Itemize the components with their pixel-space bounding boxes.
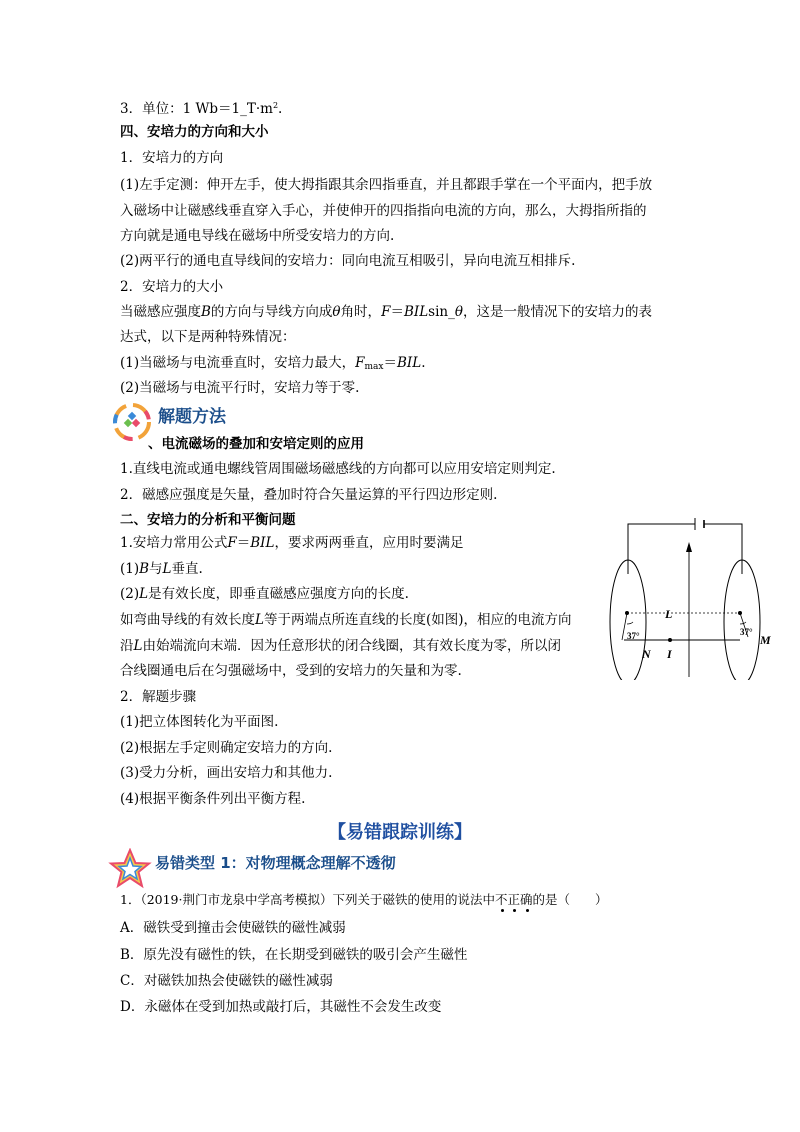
- step-4: (4)根据平衡条件列出平衡方程.: [120, 791, 306, 807]
- special-case-2: (2)当磁场与电流平行时，安培力等于零.: [120, 380, 360, 396]
- effective-length-line-1: 如弯曲导线的有效长度L等于两端点所连直线的长度(如图)，相应的电流方向: [120, 612, 572, 628]
- step-1: (1)把立体图转化为平面图.: [120, 714, 279, 730]
- star-icon: [108, 848, 152, 890]
- label-N: N: [642, 647, 651, 661]
- method-title: 解题方法: [158, 407, 226, 427]
- steps-heading: 2．解题步骤: [120, 689, 197, 705]
- method-heading-1: 、电流磁场的叠加和安培定则的应用: [148, 436, 364, 452]
- angle-label-right: 37°: [740, 627, 753, 637]
- section-4-heading: 四、安培力的方向和大小: [120, 124, 269, 140]
- angle-label-left: 37°: [627, 631, 640, 641]
- method-badge-icon: [112, 402, 152, 442]
- special-case-1: (1)当磁场与电流垂直时，安培力最大，$F_{max}=BIL$.: [120, 355, 426, 372]
- step-3: (3)受力分析，画出安培力和其他力.: [120, 765, 333, 781]
- method-line-1: 1.直线电流或通电螺线管周围磁场磁感线的方向都可以应用安培定则判定.: [120, 461, 556, 477]
- label-M: M: [760, 633, 771, 647]
- option-b: B．原先没有磁性的铁，在长期受到磁铁的吸引会产生磁性: [120, 947, 468, 963]
- condition-2: (2)L是有效长度，即垂直磁感应强度方向的长度.: [120, 586, 409, 602]
- formula-line-1: 当磁感应强度B的方向与导线方向成θ角时，F＝BILsin_θ，这是一般情况下的安培力的表: [120, 304, 652, 320]
- formula-line-2: 达式，以下是两种特殊情况：: [120, 329, 296, 345]
- option-d: D．永磁体在受到加热或敲打后，其磁性不会发生改变: [120, 999, 442, 1015]
- option-c: C．对磁铁加热会使磁铁的磁性减弱: [120, 973, 333, 989]
- effective-length-line-3: 合线圈通电后在匀强磁场中，受到的安培力的矢量和为零.: [120, 663, 462, 679]
- subheading-magnitude: 2．安培力的大小: [120, 279, 224, 295]
- unit-line: 3．单位：1 $Wb=1\_T\cdot m^2$.: [120, 101, 283, 117]
- step-2: (2)根据左手定则确定安培力的方向.: [120, 740, 333, 756]
- parallel-wires-line: (2)两平行的通电直导线间的安培力：同向电流互相吸引，异向电流互相排斥.: [120, 253, 576, 269]
- left-ring: [610, 560, 646, 680]
- left-hand-rule-line-3: 方向就是通电导线在磁场中所受安培力的方向.: [120, 228, 395, 244]
- label-L: L: [665, 607, 673, 621]
- left-hand-rule-line-2: 入磁场中让磁感线垂直穿入手心，并使伸开的四指指向电流的方向，那么，大拇指所指的: [120, 203, 647, 219]
- method-heading-2: 二、安培力的分析和平衡问题: [120, 512, 296, 528]
- subheading-direction: 1．安培力的方向: [120, 150, 224, 166]
- option-a: A．磁铁受到撞击会使磁铁的磁性减弱: [120, 920, 346, 936]
- question-1: 1．（2019·荆门市龙泉中学高考模拟）下列关于磁铁的使用的说法中不正确的是（ ）: [120, 892, 608, 907]
- label-I: I: [667, 647, 672, 661]
- condition-1: (1)B与L垂直.: [120, 561, 203, 577]
- error-type-title: 易错类型 1：对物理概念理解不透彻: [155, 854, 396, 872]
- practice-banner: 【易错跟踪训练】: [328, 822, 472, 843]
- rails-figure: [600, 512, 780, 680]
- axis-arrow-icon: [686, 542, 692, 552]
- ampere-formula-line: 1.安培力常用公式F＝BIL，要求两两垂直，应用时要满足: [120, 535, 464, 551]
- method-line-2: 2．磁感应强度是矢量，叠加时符合矢量运算的平行四边形定则.: [120, 487, 498, 503]
- effective-length-line-2: 沿L由始端流向末端．因为任意形状的闭合线圈，其有效长度为零，所以闭: [120, 638, 561, 654]
- left-hand-rule-line-1: (1)左手定测：伸开左手，使大拇指跟其余四指垂直，并且都跟手掌在一个平面内，把手放: [120, 177, 653, 193]
